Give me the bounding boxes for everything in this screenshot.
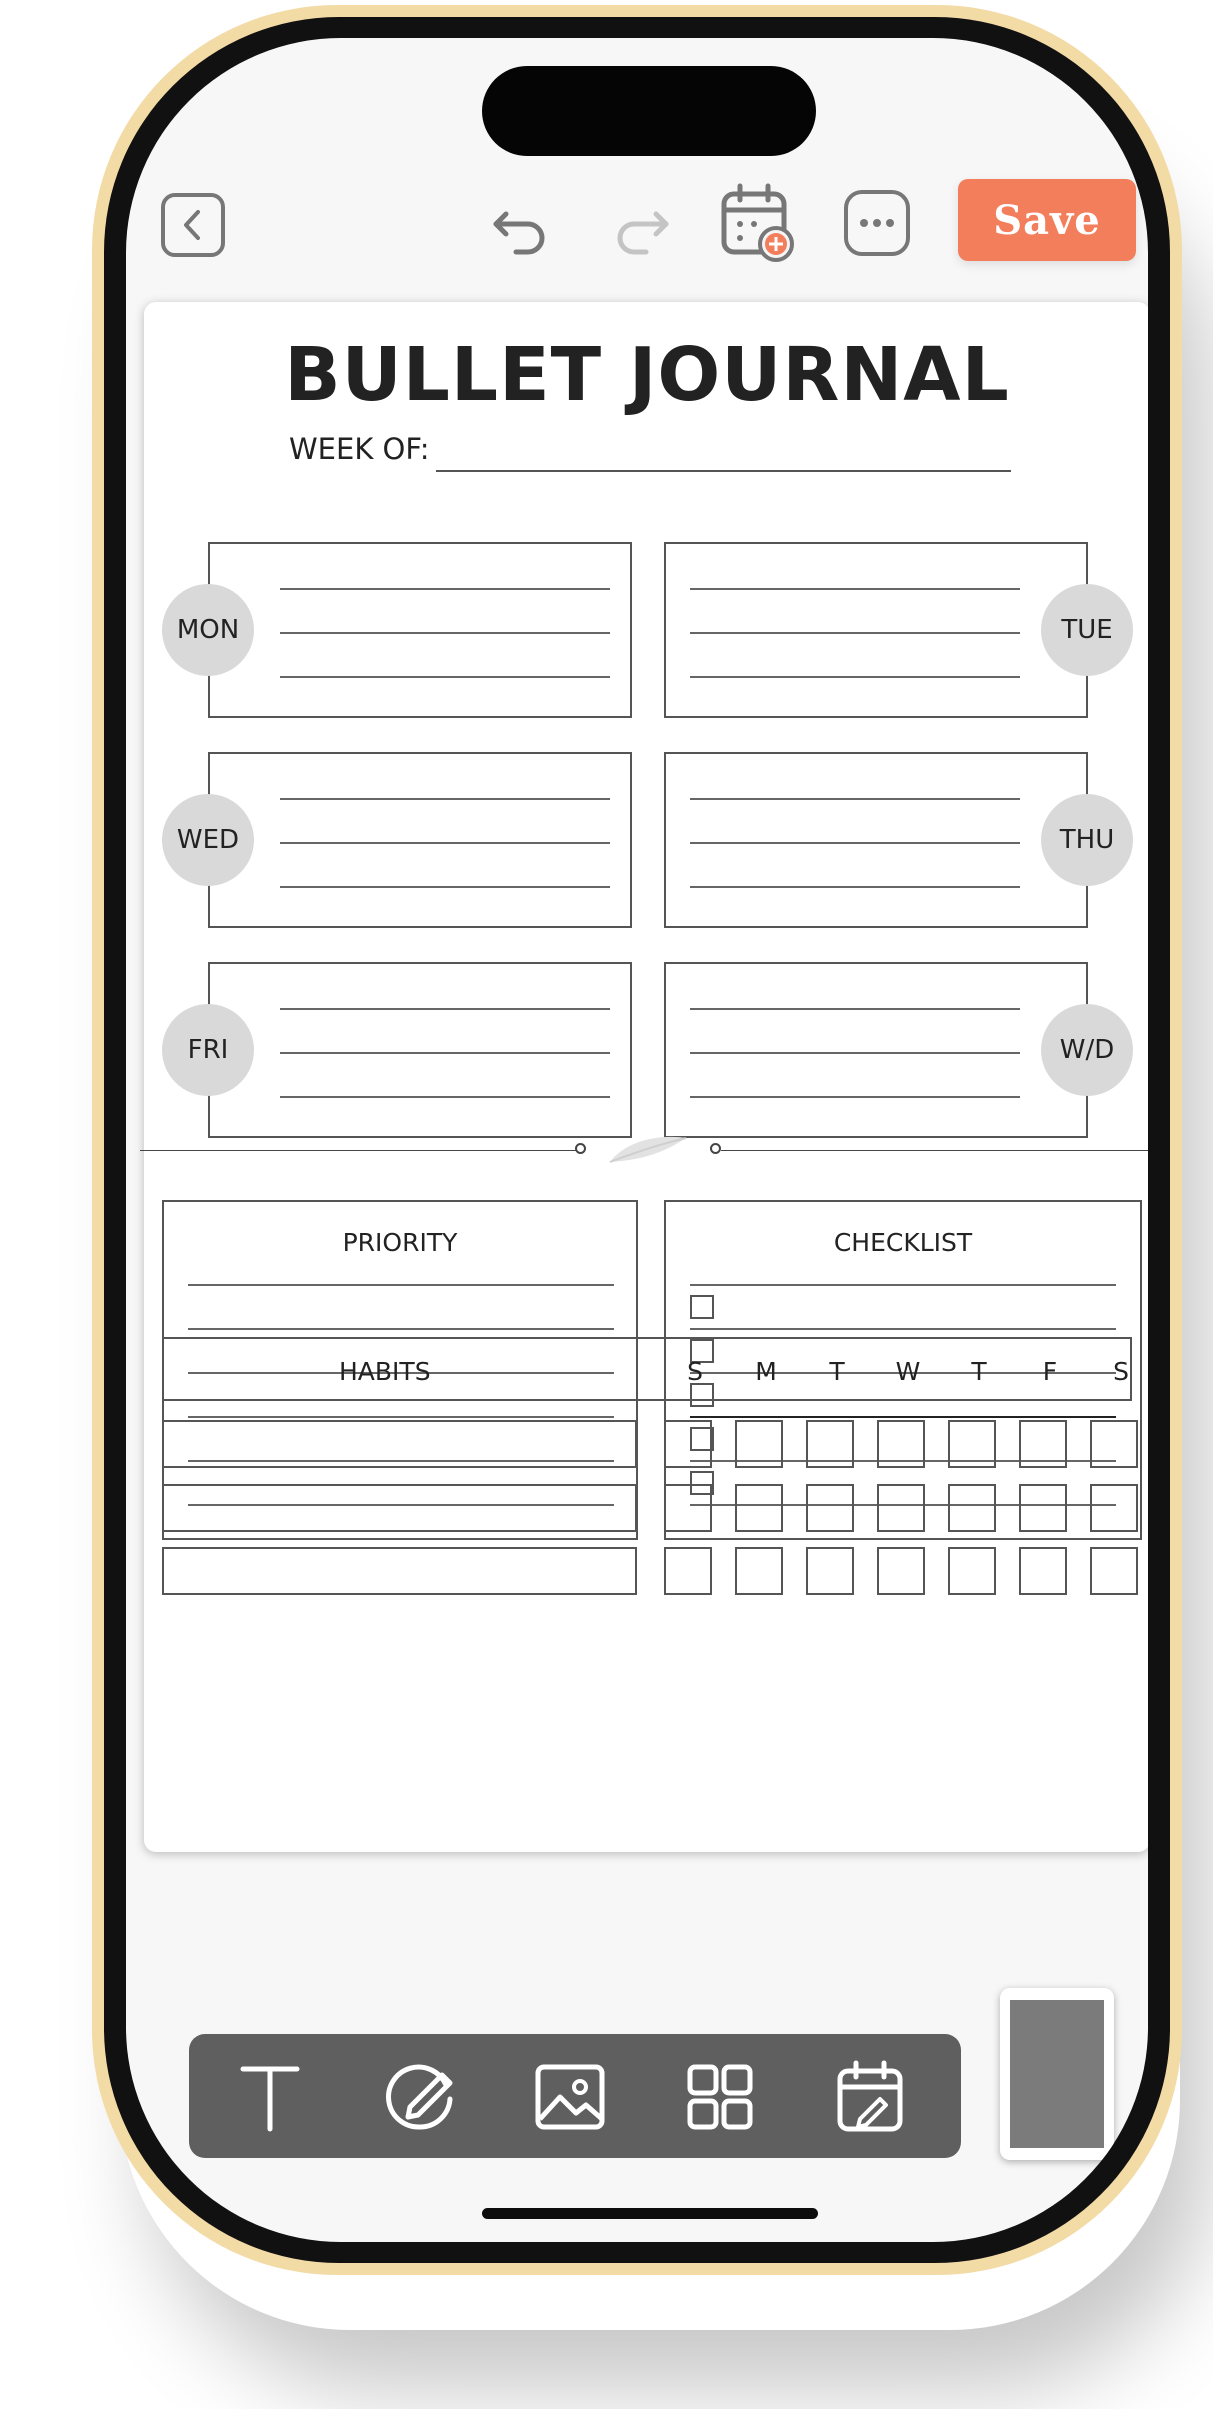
image-tool-button[interactable] [525, 2052, 615, 2142]
day-label-wed: WED [162, 794, 254, 886]
habit-checkbox[interactable] [664, 1547, 712, 1595]
habit-checkbox[interactable] [1019, 1484, 1067, 1532]
habit-name-field[interactable] [162, 1420, 637, 1468]
habit-checkbox[interactable] [664, 1484, 712, 1532]
text-tool-button[interactable] [225, 2052, 315, 2142]
habit-checkbox[interactable] [735, 1547, 783, 1595]
habit-checkbox[interactable] [806, 1420, 854, 1468]
habit-checkbox[interactable] [806, 1484, 854, 1532]
day-label-tue: TUE [1041, 584, 1133, 676]
calendar-edit-button[interactable] [825, 2052, 915, 2142]
bottom-toolbar [189, 2034, 961, 2158]
habit-day-label: S [1113, 1357, 1129, 1386]
habit-checkbox[interactable] [948, 1420, 996, 1468]
undo-button[interactable] [486, 192, 552, 258]
habit-checkbox[interactable] [948, 1547, 996, 1595]
habit-day-label: F [1042, 1357, 1058, 1386]
week-of-line[interactable] [436, 470, 1011, 472]
divider-dot-right [710, 1143, 721, 1154]
save-button[interactable]: Save [958, 179, 1136, 261]
page-title: BULLET JOURNAL [284, 332, 1010, 418]
calendar-add-button[interactable] [718, 182, 798, 266]
sticker-tool-button[interactable] [375, 2052, 465, 2142]
habit-checkbox[interactable] [1090, 1484, 1138, 1532]
week-of-label: WEEK OF: [289, 432, 430, 466]
day-label-weekend: W/D [1041, 1004, 1133, 1096]
text-tool-icon [235, 2057, 305, 2137]
habit-checkbox[interactable] [735, 1420, 783, 1468]
habit-checkbox[interactable] [664, 1420, 712, 1468]
checklist-checkbox[interactable] [690, 1295, 714, 1319]
habit-name-field[interactable] [162, 1484, 637, 1532]
habit-checkbox[interactable] [877, 1547, 925, 1595]
habit-day-label: M [755, 1357, 777, 1386]
day-box-wed[interactable] [208, 752, 632, 928]
day-label-mon: MON [162, 584, 254, 676]
habit-checkbox[interactable] [948, 1484, 996, 1532]
page-thumbnail[interactable] [1000, 1988, 1114, 2160]
divider-dot-left [575, 1143, 586, 1154]
redo-button[interactable] [610, 192, 676, 258]
day-box-thu[interactable] [664, 752, 1088, 928]
day-box-weekend[interactable] [664, 962, 1088, 1138]
priority-title: PRIORITY [342, 1228, 458, 1257]
home-indicator[interactable] [482, 2208, 818, 2219]
habit-checkbox[interactable] [877, 1484, 925, 1532]
day-label-fri: FRI [162, 1004, 254, 1096]
habit-checkbox[interactable] [806, 1547, 854, 1595]
habit-checkbox[interactable] [735, 1484, 783, 1532]
sticker-tool-icon [380, 2057, 460, 2137]
habit-checkbox[interactable] [877, 1420, 925, 1468]
habits-header [162, 1337, 1132, 1401]
calendar-edit-icon [830, 2057, 910, 2137]
day-label-thu: THU [1041, 794, 1133, 886]
feather-icon [606, 1132, 690, 1168]
day-box-tue[interactable] [664, 542, 1088, 718]
habit-checkbox[interactable] [1019, 1547, 1067, 1595]
habit-day-label: S [687, 1357, 703, 1386]
day-box-fri[interactable] [208, 962, 632, 1138]
dynamic-island [482, 66, 816, 156]
layout-tool-button[interactable] [675, 2052, 765, 2142]
habit-checkbox[interactable] [1090, 1420, 1138, 1468]
divider-right [721, 1150, 1148, 1151]
journal-page[interactable] [144, 302, 1148, 1852]
image-tool-icon [530, 2057, 610, 2137]
habits-title: HABITS [339, 1357, 431, 1386]
more-button[interactable] [842, 188, 912, 258]
habit-day-label: W [895, 1357, 921, 1386]
habit-checkbox[interactable] [1090, 1547, 1138, 1595]
back-icon [160, 192, 226, 258]
checklist-title: CHECKLIST [833, 1228, 973, 1257]
habit-checkbox[interactable] [1019, 1420, 1067, 1468]
day-box-mon[interactable] [208, 542, 632, 718]
more-icon [842, 188, 912, 258]
redo-icon [610, 192, 676, 258]
back-button[interactable] [160, 192, 226, 258]
undo-icon [486, 192, 552, 258]
calendar-add-icon [718, 182, 798, 266]
habit-name-field[interactable] [162, 1547, 637, 1595]
layout-tool-icon [680, 2057, 760, 2137]
phone-screen [126, 38, 1148, 2242]
habit-day-label: T [829, 1357, 845, 1386]
habit-day-label: T [971, 1357, 987, 1386]
divider-left [140, 1150, 576, 1151]
page-thumbnail-preview [1010, 2000, 1104, 2148]
